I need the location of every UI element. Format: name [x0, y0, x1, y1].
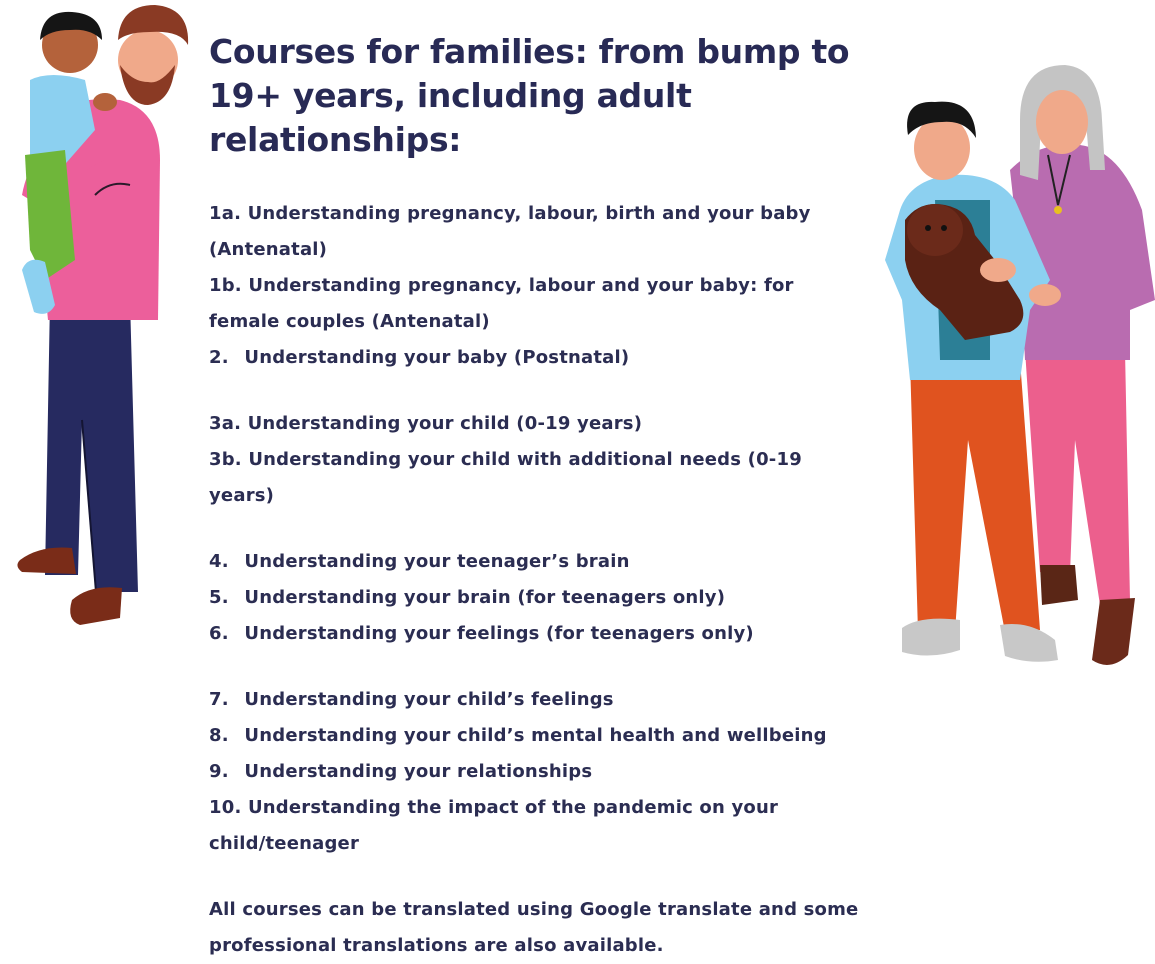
course-item-7: 7. Understanding your child’s feelings	[209, 689, 614, 710]
father-carrying-child-illustration	[10, 0, 195, 635]
course-item-4: 4. Understanding your teenager’s brain	[209, 551, 630, 572]
course-item-1a: 1a. Understanding pregnancy, labour, birth and your baby (Antenatal)	[209, 203, 811, 260]
course-item-5: 5. Understanding your brain (for teenagers only)	[209, 587, 726, 608]
course-item-6: 6. Understanding your feelings (for teenagers only)	[209, 623, 754, 644]
course-item-3b: 3b. Understanding your child with additional needs (0-19 years)	[209, 449, 802, 506]
main-content	[209, 30, 869, 964]
page-title: Courses for families: from bump to 19+ years, including adult relationships:	[209, 32, 850, 159]
teen-with-dog-and-grandmother-illustration	[880, 60, 1155, 670]
course-item-10: 10. Understanding the impact of the pandemic on your child/teenager	[209, 797, 779, 854]
course-list	[209, 196, 869, 862]
course-item-2: 2. Understanding your baby (Postnatal)	[209, 347, 630, 368]
course-item-3a: 3a. Understanding your child (0-19 years)	[209, 413, 643, 434]
course-item-1b: 1b. Understanding pregnancy, labour and your baby: for female couples (Antenatal)	[209, 275, 794, 332]
course-item-8: 8. Understanding your child’s mental health and wellbeing	[209, 725, 827, 746]
translation-note: All courses can be translated using Google translate and some professional translations are also available.	[209, 899, 859, 956]
course-item-9: 9. Understanding your relationships	[209, 761, 593, 782]
